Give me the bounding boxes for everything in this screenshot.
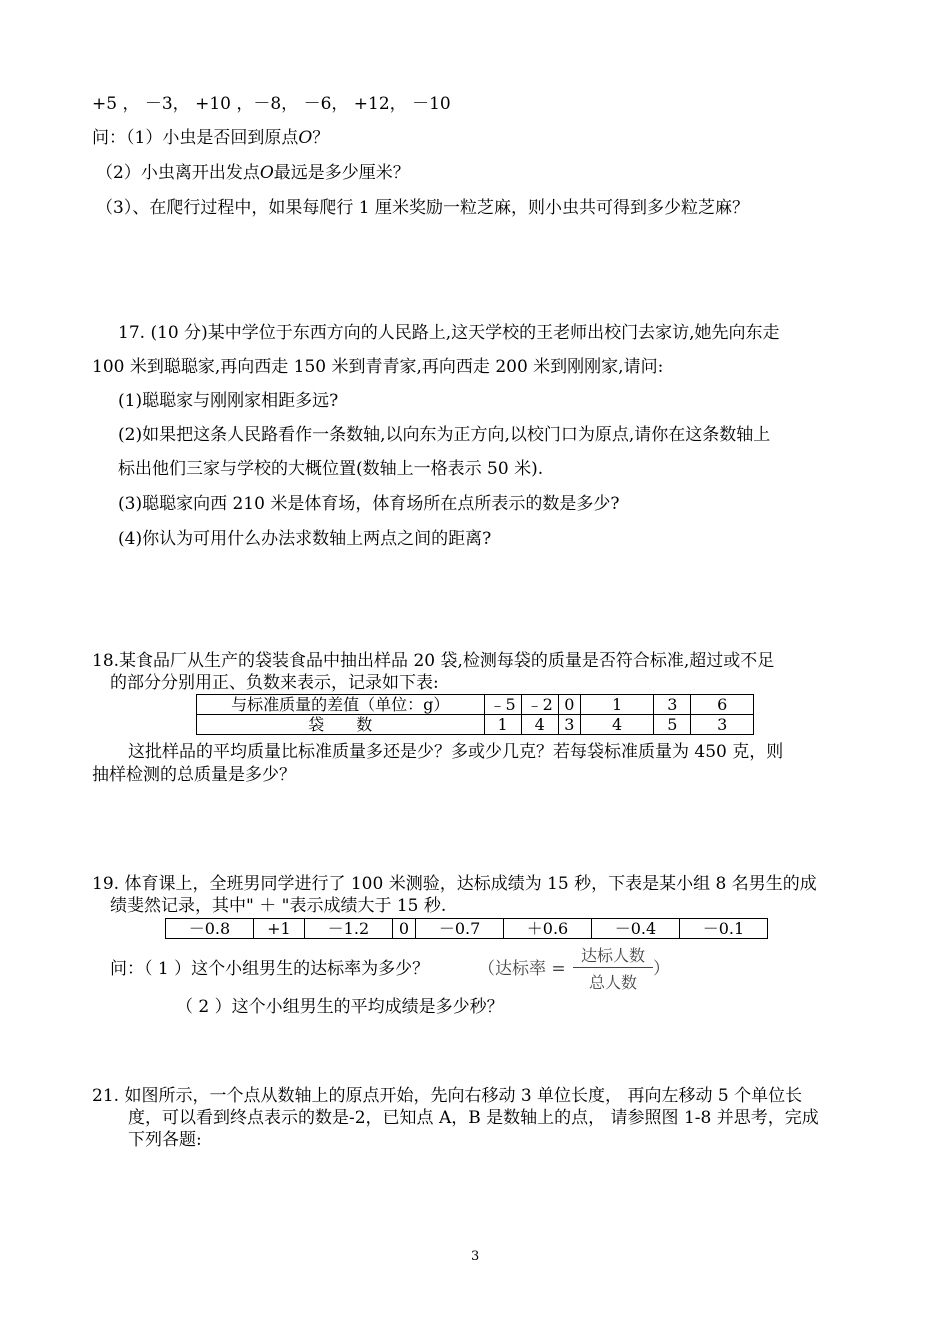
q17-part4: (4)你认为可用什么办法求数轴上两点之间的距离? xyxy=(118,529,492,549)
q18-line4: 抽样检测的总质量是多少？ xyxy=(92,765,296,785)
q19-ask2: （ 2 ）这个小组男生的平均成绩是多少秒？ xyxy=(176,997,504,1017)
table-row xyxy=(197,715,754,735)
table-cell: 3 xyxy=(654,695,691,715)
q21-line2: 度，可以看到终点表示的数是-2，已知点 A，B 是数轴上的点， 请参照图 1-8 并思考，完成 xyxy=(128,1108,819,1128)
table-cell: 1 xyxy=(581,695,654,715)
q16-ask2 xyxy=(96,162,410,184)
table-cell: 与标准质量的差值（单位：g） xyxy=(197,695,485,715)
table-cell: －0.7 xyxy=(416,919,504,939)
q16-sequence: +5 ， －3， +10 ，－8， －6， +12， －10 xyxy=(92,94,451,114)
table-cell: ﹣5 xyxy=(484,695,521,715)
q18-table xyxy=(196,694,754,735)
q21-line1: 21. 如图所示，一个点从数轴上的原点开始，先向右移动 3 单位长度， 再向左移动 5 个单位长 xyxy=(92,1086,803,1106)
q18-line3: 这批样品的平均质量比标准质量多还是少？多或少几克？若每袋标准质量为 450 克，则 xyxy=(128,742,784,762)
point-o: O xyxy=(259,163,274,183)
q17-part1: (1)聪聪家与刚刚家相距多远? xyxy=(118,391,339,411)
table-cell: －0.8 xyxy=(166,919,254,939)
q17-line1: 17. (10 分)某中学位于东西方向的人民路上,这天学校的王老师出校门去家访,她先向东走 xyxy=(118,323,780,343)
q16-ask2-suffix: 最远是多少厘米？ xyxy=(273,163,410,183)
point-o: O xyxy=(298,128,313,148)
table-row xyxy=(197,695,754,715)
q17-part3: (3)聪聪家向西 210 米是体育场，体育场所在点所表示的数是多少? xyxy=(118,494,620,514)
q16-ask1-text: 问：（1）小虫是否回到原点 xyxy=(92,128,299,148)
table-cell: 3 xyxy=(558,715,580,735)
q21-line3: 下列各题: xyxy=(128,1130,202,1150)
table-cell: ﹣2 xyxy=(521,695,558,715)
table-cell: 5 xyxy=(654,715,691,735)
q16-ask2-text: （2）小虫离开出发点 xyxy=(96,163,260,183)
table-row xyxy=(166,919,768,939)
table-cell: 0 xyxy=(392,919,415,939)
fraction-denominator: 总人数 xyxy=(588,973,637,992)
q17-line2: 100 米到聪聪家,再向西走 150 米到青青家,再向西走 200 米到刚刚家,请问: xyxy=(92,357,664,377)
q19-line2: 绩斐然记录，其中" ＋ "表示成绩大于 15 秒. xyxy=(110,896,447,916)
table-cell: －0.4 xyxy=(592,919,680,939)
table-cell: －1.2 xyxy=(304,919,392,939)
table-cell: 袋 数 xyxy=(197,715,485,735)
fraction-bar xyxy=(573,967,653,968)
table-cell: －0.1 xyxy=(679,919,767,939)
table-cell: 6 xyxy=(691,695,754,715)
q19-ask1: 问：（ 1 ）这个小组男生的达标率为多少？ xyxy=(110,959,430,979)
table-cell: 1 xyxy=(484,715,521,735)
q17-part2a: (2)如果把这条人民路看作一条数轴,以向东为正方向,以校门口为原点,请你在这条数轴上 xyxy=(118,425,771,445)
q18-line1: 18.某食品厂从生产的袋装食品中抽出样品 20 袋,检测每袋的质量是否符合标准,超过或不足 xyxy=(92,651,775,671)
pass-rate-fraction xyxy=(573,943,653,991)
table-cell: 4 xyxy=(581,715,654,735)
q17-part2b: 标出他们三家与学校的大概位置(数轴上一格表示 50 米). xyxy=(118,459,544,479)
q19-formula-lead: （达标率 = xyxy=(478,959,566,979)
page-number: 3 xyxy=(471,1249,480,1264)
table-cell: 0 xyxy=(558,695,580,715)
fraction-numerator: 达标人数 xyxy=(580,946,645,965)
q19-formula-close: ） xyxy=(653,959,670,979)
q16-ask1-suffix: ？ xyxy=(312,128,330,148)
table-cell: ＋0.6 xyxy=(504,919,592,939)
table-cell: 3 xyxy=(691,715,754,735)
table-cell: 4 xyxy=(521,715,558,735)
q18-line2: 的部分分别用正、负数来表示，记录如下表: xyxy=(110,673,439,693)
q19-table xyxy=(165,918,768,939)
q16-ask3: （3）、在爬行过程中，如果每爬行 1 厘米奖励一粒芝麻，则小虫共可得到多少粒芝麻？ xyxy=(96,198,749,218)
table-cell: +1 xyxy=(253,919,304,939)
q19-line1: 19. 体育课上，全班男同学进行了 100 米测验，达标成绩为 15 秒，下表是某小组 8 名男生的成 xyxy=(92,874,817,894)
q16-ask1 xyxy=(92,127,329,149)
